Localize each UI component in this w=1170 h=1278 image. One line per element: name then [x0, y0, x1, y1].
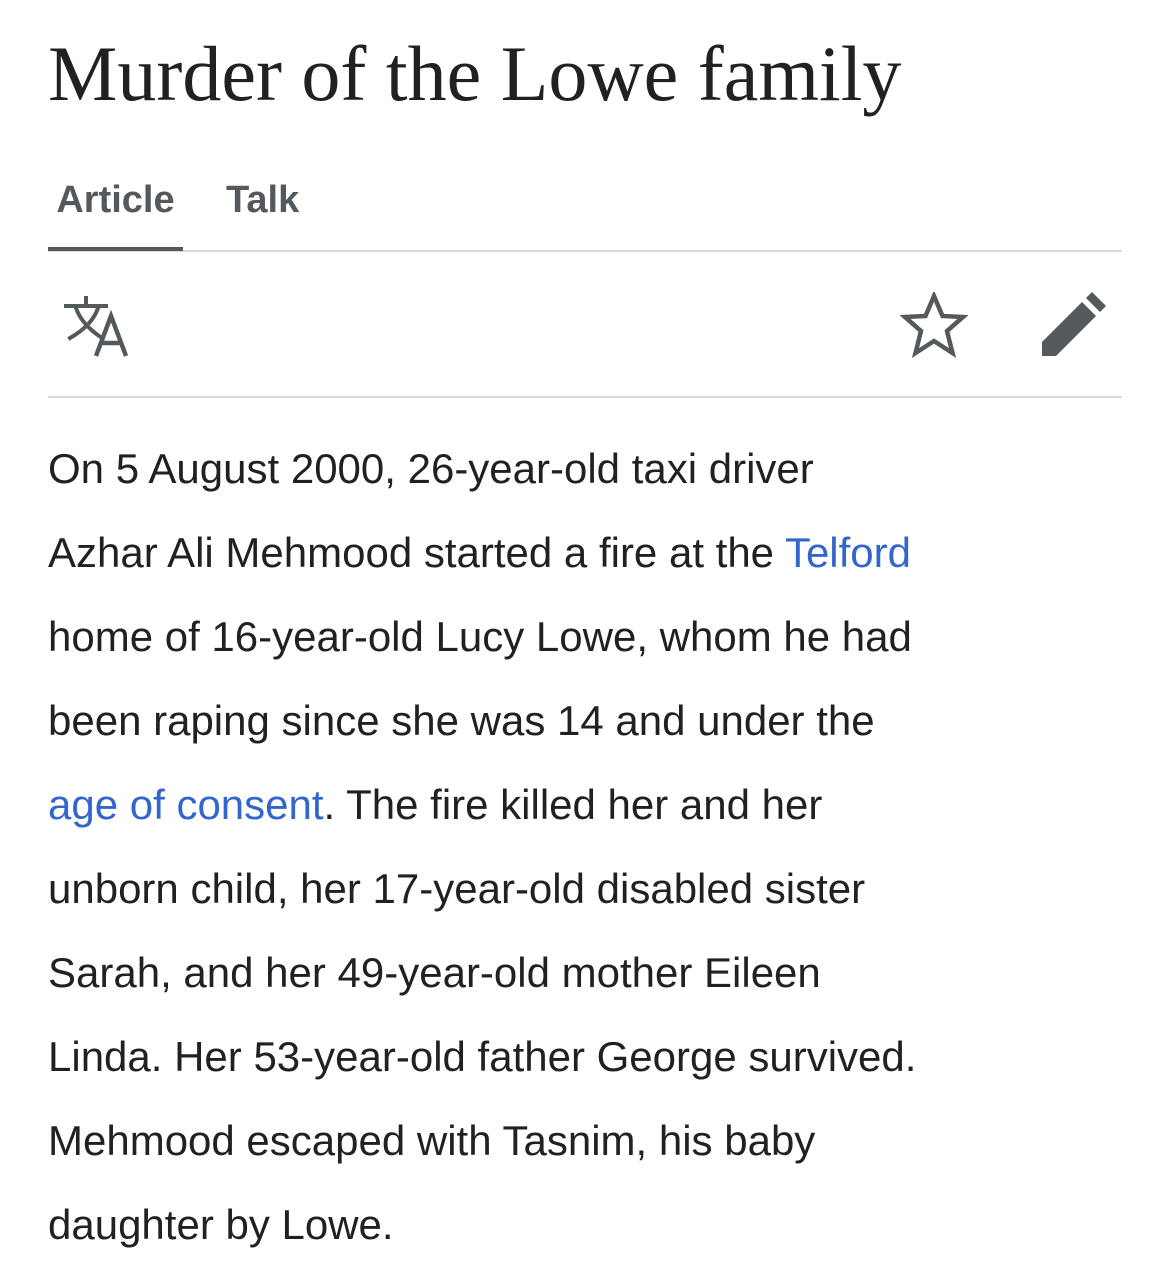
- paragraph-line: Sarah, and her 49-year-old mother Eileen: [48, 949, 821, 996]
- article-lead-paragraph: [48, 427, 1128, 1267]
- telford-link[interactable]: Telford: [784, 529, 912, 576]
- watch-star-button[interactable]: [900, 292, 968, 358]
- pencil-icon: [1038, 292, 1106, 360]
- paragraph-text: Azhar Ali Mehmood started a fire at the: [48, 529, 785, 576]
- paragraph-line: unborn child, her 17-year-old disabled sister: [48, 865, 866, 912]
- paragraph-line: home of 16-year-old Lucy Lowe, whom he had: [48, 613, 912, 660]
- translate-icon: [62, 296, 134, 358]
- paragraph-line: been raping since she was 14 and under the: [48, 697, 875, 744]
- page-tabs: [48, 170, 1122, 252]
- paragraph-line: [48, 763, 1128, 847]
- tab-article[interactable]: Article: [48, 170, 183, 250]
- tab-talk[interactable]: Talk: [226, 179, 300, 221]
- edit-button[interactable]: [1038, 292, 1106, 360]
- paragraph-text: . The fire killed her and her: [323, 781, 823, 828]
- paragraph-line: Linda. Her 53-year-old father George survived.: [48, 1033, 917, 1080]
- page-title: Murder of the Lowe family: [48, 30, 902, 117]
- paragraph-line: daughter by Lowe.: [48, 1201, 394, 1248]
- age-of-consent-link[interactable]: age of consent: [48, 781, 324, 828]
- language-button[interactable]: [62, 296, 134, 358]
- paragraph-line: On 5 August 2000, 26-year-old taxi driver: [48, 445, 814, 492]
- page-actions-toolbar: [48, 252, 1122, 398]
- paragraph-line: [48, 511, 1128, 595]
- star-icon: [900, 292, 968, 358]
- paragraph-line: Mehmood escaped with Tasnim, his baby: [48, 1117, 816, 1164]
